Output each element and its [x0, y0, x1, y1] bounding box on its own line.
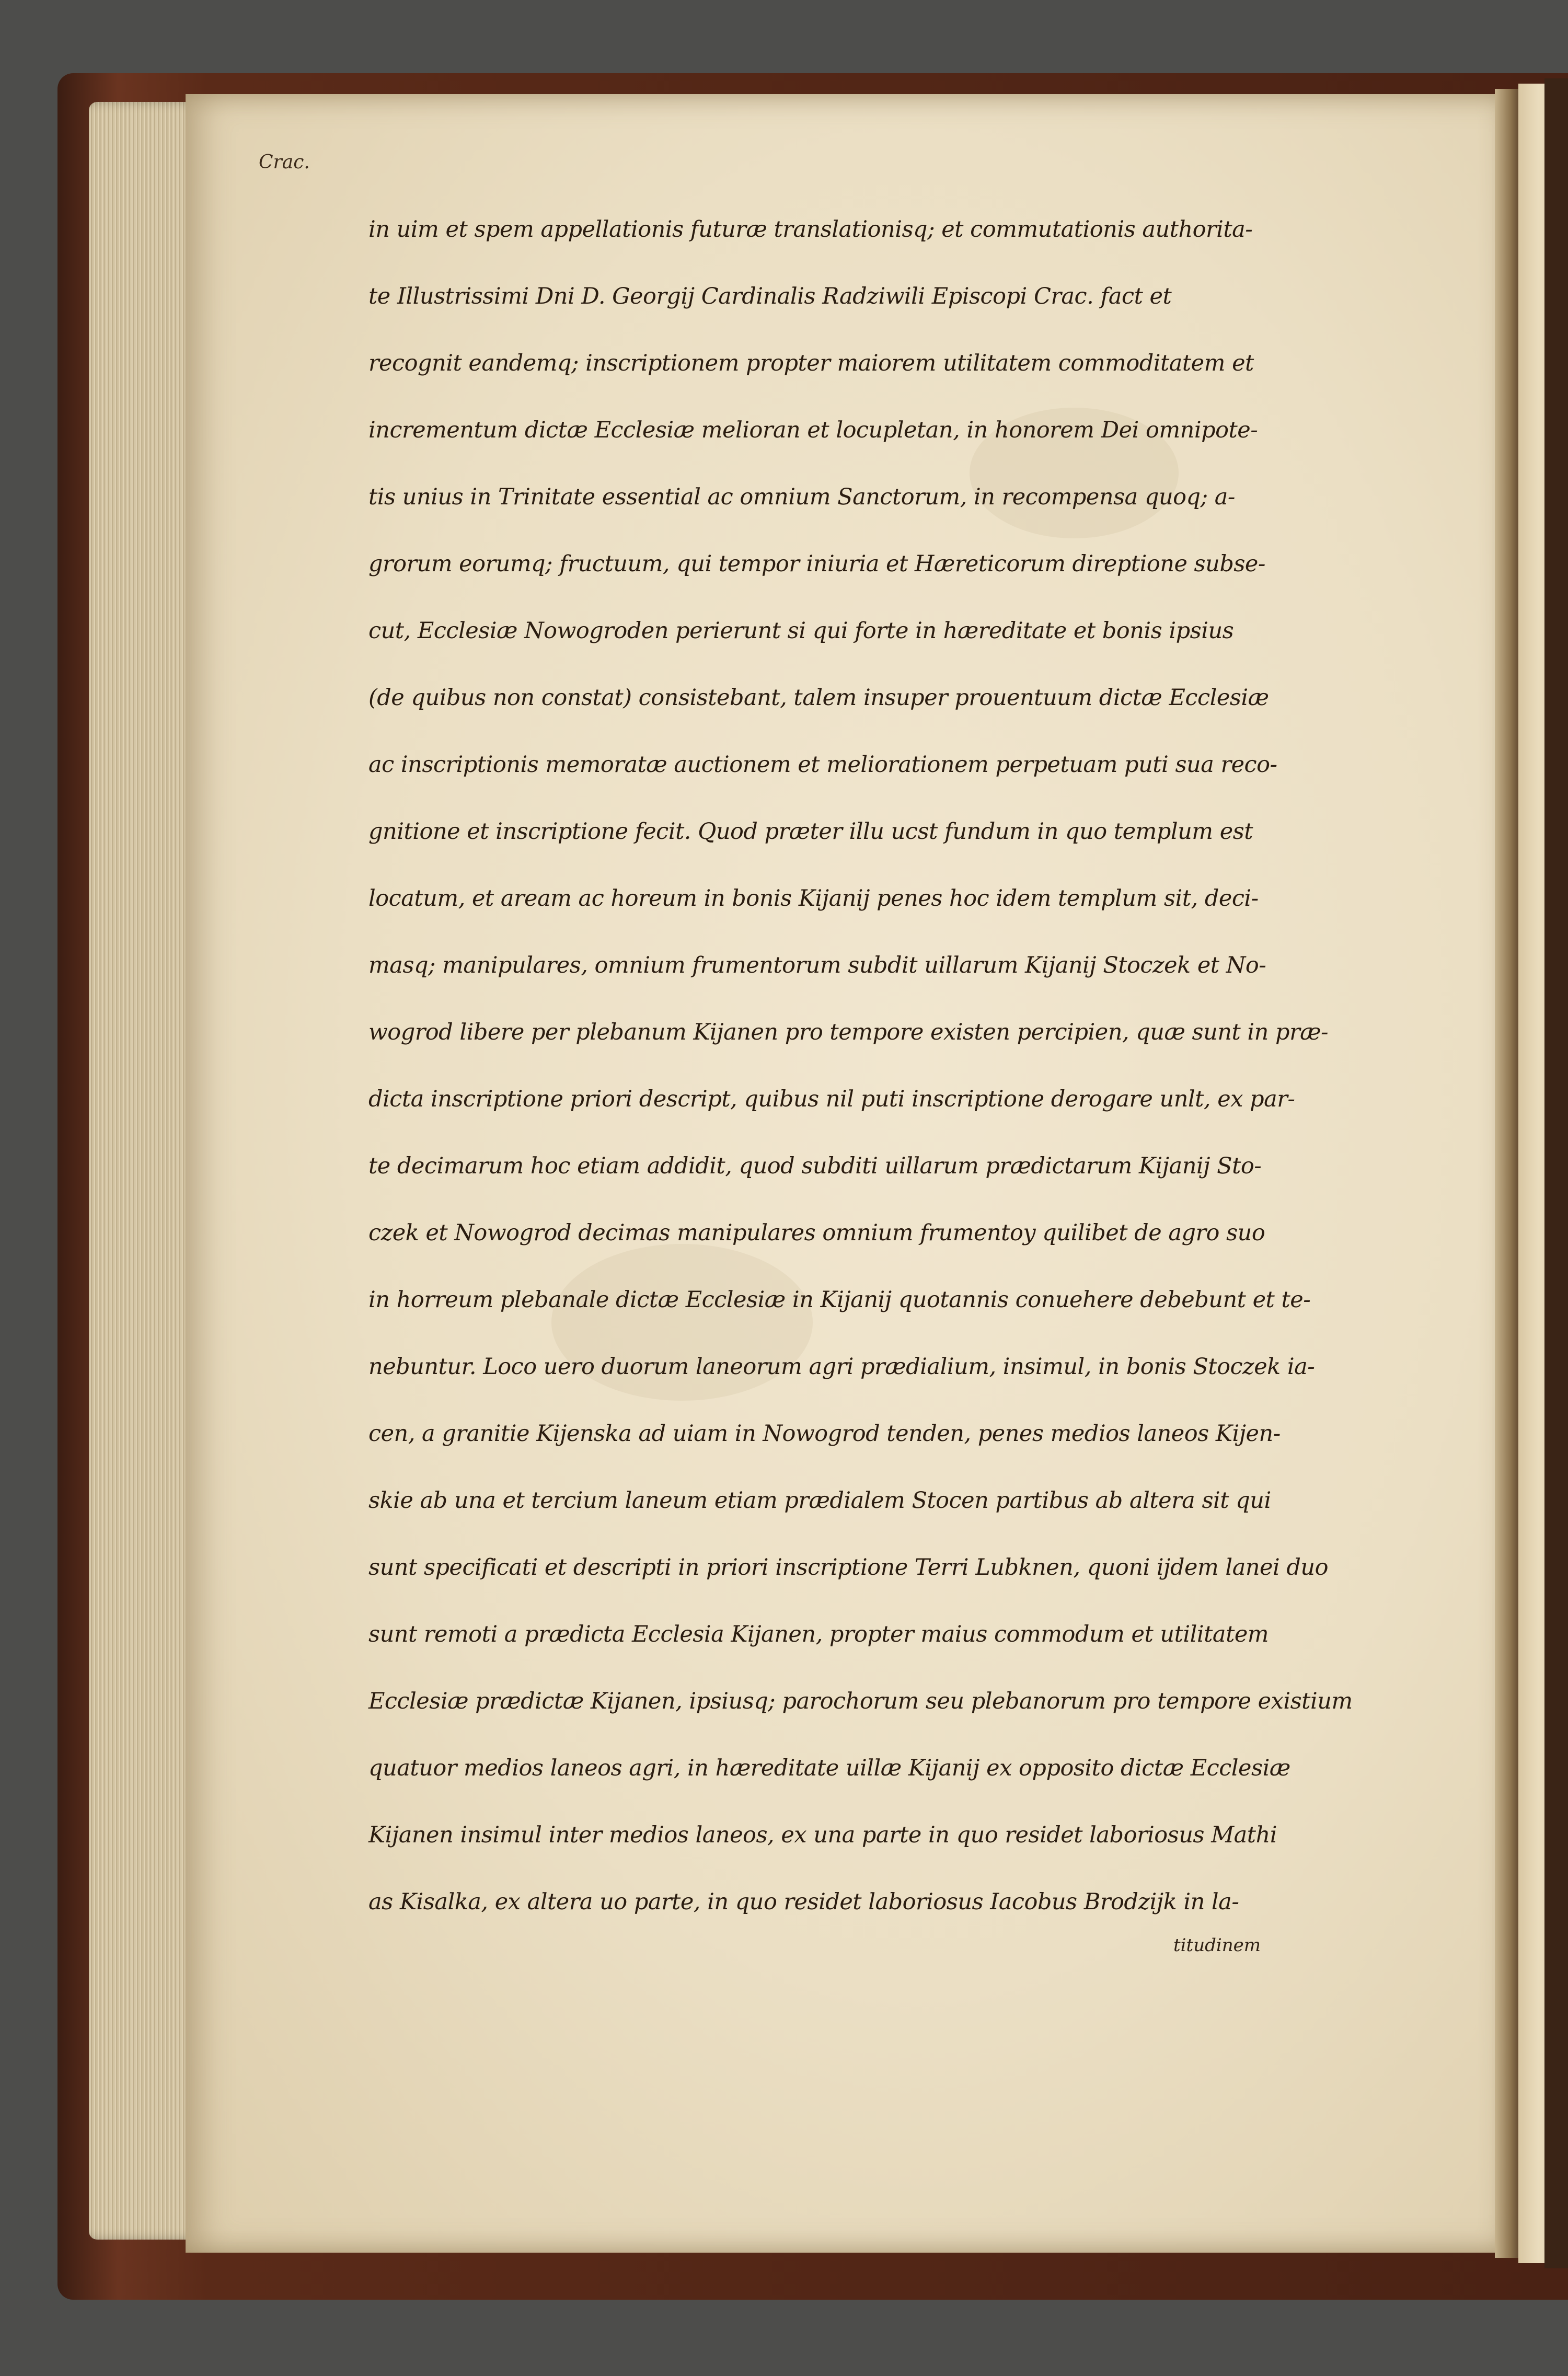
- text-line: te Illustrissimi Dni D. Georgij Cardinalis Radziwili Episcopi Crac. fact et: [368, 283, 1172, 309]
- text-line: sunt remoti a prædicta Ecclesia Kijanen, propter maius commodum et utilitatem: [368, 1621, 1269, 1647]
- binding-edge-right: [1544, 78, 1568, 2268]
- text-line: recognit eandemq; inscriptionem propter maiorem utilitatem commoditatem et: [368, 350, 1254, 376]
- book-gutter: [1495, 89, 1521, 2258]
- text-line: ac inscriptionis memoratæ auctionem et meliorationem perpetuam puti sua reco-: [368, 752, 1277, 778]
- text-line: quatuor medios laneos agri, in hæreditate uillæ Kijanij ex opposito dictæ Ecclesiæ: [368, 1755, 1290, 1781]
- text-line: in uim et spem appellationis futuræ translationisq; et commutationis authorita-: [368, 216, 1253, 243]
- text-line: skie ab una et tercium laneum etiam prædialem Stocen partibus ab altera sit qui: [368, 1487, 1271, 1514]
- text-line: Ecclesiæ prædictæ Kijanen, ipsiusq; parochorum seu plebanorum pro tempore existium: [368, 1688, 1353, 1714]
- text-line: cut, Ecclesiæ Nowogroden perierunt si qui forte in hæreditate et bonis ipsius: [368, 618, 1234, 644]
- text-line: locatum, et aream ac horeum in bonis Kijanij penes hoc idem templum sit, deci-: [368, 885, 1259, 912]
- text-line: czek et Nowogrod decimas manipulares omnium frumentoy quilibet de agro suo: [368, 1220, 1265, 1246]
- text-line: as Kisalka, ex altera uo parte, in quo residet laboriosus Iacobus Brodzijk in la-: [368, 1889, 1239, 1915]
- text-line: nebuntur. Loco uero duorum laneorum agri prædialium, insimul, in bonis Stoczek ia-: [368, 1354, 1315, 1380]
- text-line: grorum eorumq; fructuum, qui tempor iniuria et Hæreticorum direptione subse-: [368, 551, 1265, 577]
- text-line: te decimarum hoc etiam addidit, quod subditi uillarum prædictarum Kijanij Sto-: [368, 1153, 1262, 1179]
- corner-mark: Crac.: [259, 152, 310, 173]
- text-line: masq; manipulares, omnium frumentorum subdit uillarum Kijanij Stoczek et No-: [368, 952, 1266, 978]
- text-line: sunt specificati et descripti in priori inscriptione Terri Lubknen, quoni ijdem lanei duo: [368, 1554, 1328, 1581]
- text-line: in horreum plebanale dictæ Ecclesiæ in Kijanij quotannis conuehere debebunt et te-: [368, 1287, 1311, 1313]
- manuscript-text: [368, 196, 1393, 1935]
- text-line: wogrod libere per plebanum Kijanen pro tempore existen percipien, quæ sunt in præ-: [368, 1019, 1329, 1045]
- text-line: incrementum dictæ Ecclesiæ melioran et locupletan, in honorem Dei omnipote-: [368, 417, 1258, 443]
- catchword: titudinem: [1173, 1935, 1261, 1956]
- text-line: tis unius in Trinitate essential ac omnium Sanctorum, in recompensa quoq; a-: [368, 484, 1235, 510]
- text-line: (de quibus non constat) consistebant, talem insuper prouentuum dictæ Ecclesiæ: [368, 685, 1269, 711]
- text-line: cen, a granitie Kijenska ad uiam in Nowogrod tenden, penes medios laneos Kijen-: [368, 1421, 1281, 1447]
- text-line: Kijanen insimul inter medios laneos, ex una parte in quo residet laboriosus Mathi: [368, 1822, 1277, 1848]
- text-line: dicta inscriptione priori descript, quibus nil puti inscriptione derogare unlt, ex par-: [368, 1086, 1295, 1112]
- text-line: gnitione et inscriptione fecit. Quod præter illu ucst fundum in quo templum est: [368, 818, 1253, 845]
